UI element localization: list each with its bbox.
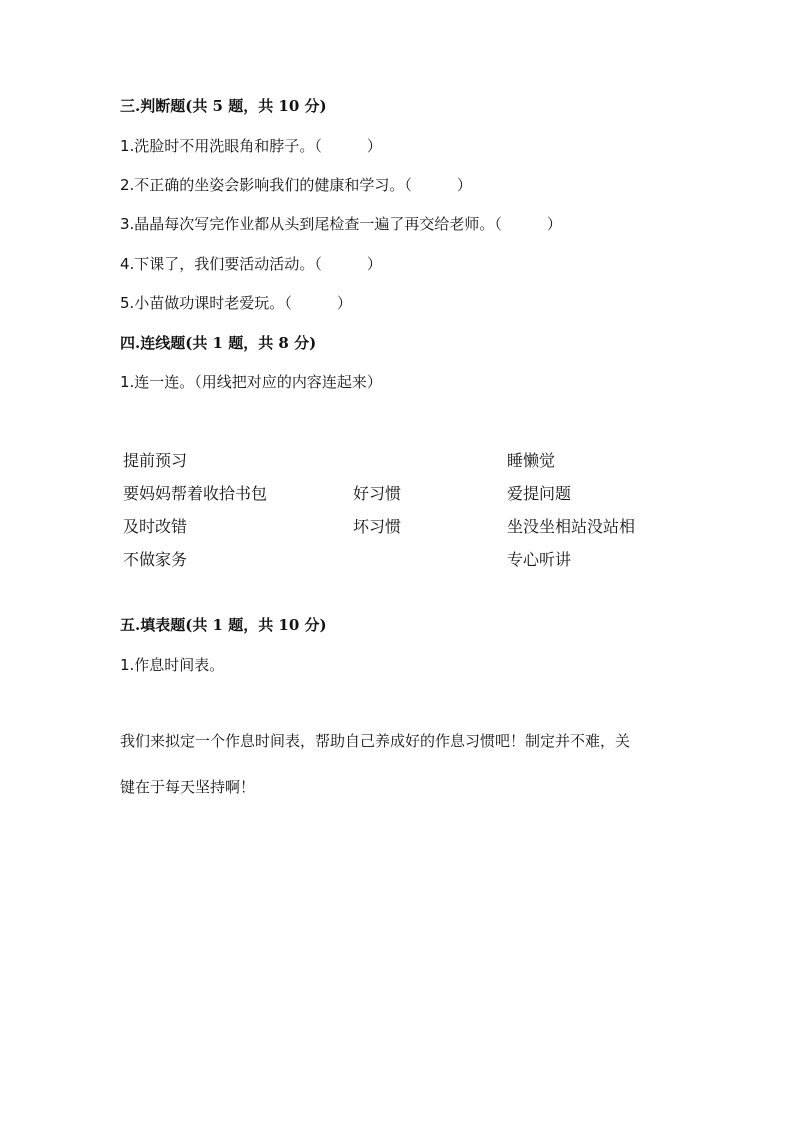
- judgement-item-1: 1.洗脸时不用洗眼角和脖子。（ ）: [120, 137, 382, 155]
- matching-question: 1.连一连。（用线把对应的内容连起来）: [120, 373, 382, 391]
- matching-right-item-3: 坐没坐相站没站相: [507, 517, 636, 536]
- table-question: 1.作息时间表。: [120, 656, 225, 674]
- judgement-item-5: 5.小苗做功课时老爱玩。（ ）: [120, 294, 352, 312]
- matching-right-item-2: 爱提问题: [507, 484, 572, 503]
- matching-right-item-4: 专心听讲: [507, 550, 572, 569]
- judgement-item-4: 4.下课了，我们要活动活动。（ ）: [120, 255, 382, 273]
- matching-left-item-2: 要妈妈帮着收拾书包: [123, 484, 268, 503]
- matching-left-item-4: 不做家务: [123, 550, 188, 569]
- matching-left-item-3: 及时改错: [123, 517, 188, 536]
- matching-left-item-1: 提前预习: [123, 451, 188, 470]
- section-4-heading: 四.连线题(共 1 题，共 8 分): [120, 334, 317, 352]
- judgement-item-3: 3.晶晶每次写完作业都从头到尾检查一遍了再交给老师。（ ）: [120, 215, 562, 233]
- instruction-paragraph-line-2: 键在于每天坚持啊！: [120, 778, 256, 796]
- judgement-item-2: 2.不正确的坐姿会影响我们的健康和学习。（ ）: [120, 176, 472, 194]
- matching-right-item-1: 睡懒觉: [507, 451, 556, 470]
- section-5-heading: 五.填表题(共 1 题，共 10 分): [120, 616, 327, 634]
- matching-middle-item-good-habit: 好习惯: [353, 484, 402, 503]
- instruction-paragraph-line-1: 我们来拟定一个作息时间表，帮助自己养成好的作息习惯吧！制定并不难，关: [120, 732, 631, 750]
- section-3-heading: 三.判断题(共 5 题，共 10 分): [120, 97, 327, 115]
- matching-middle-item-bad-habit: 坏习惯: [353, 517, 402, 536]
